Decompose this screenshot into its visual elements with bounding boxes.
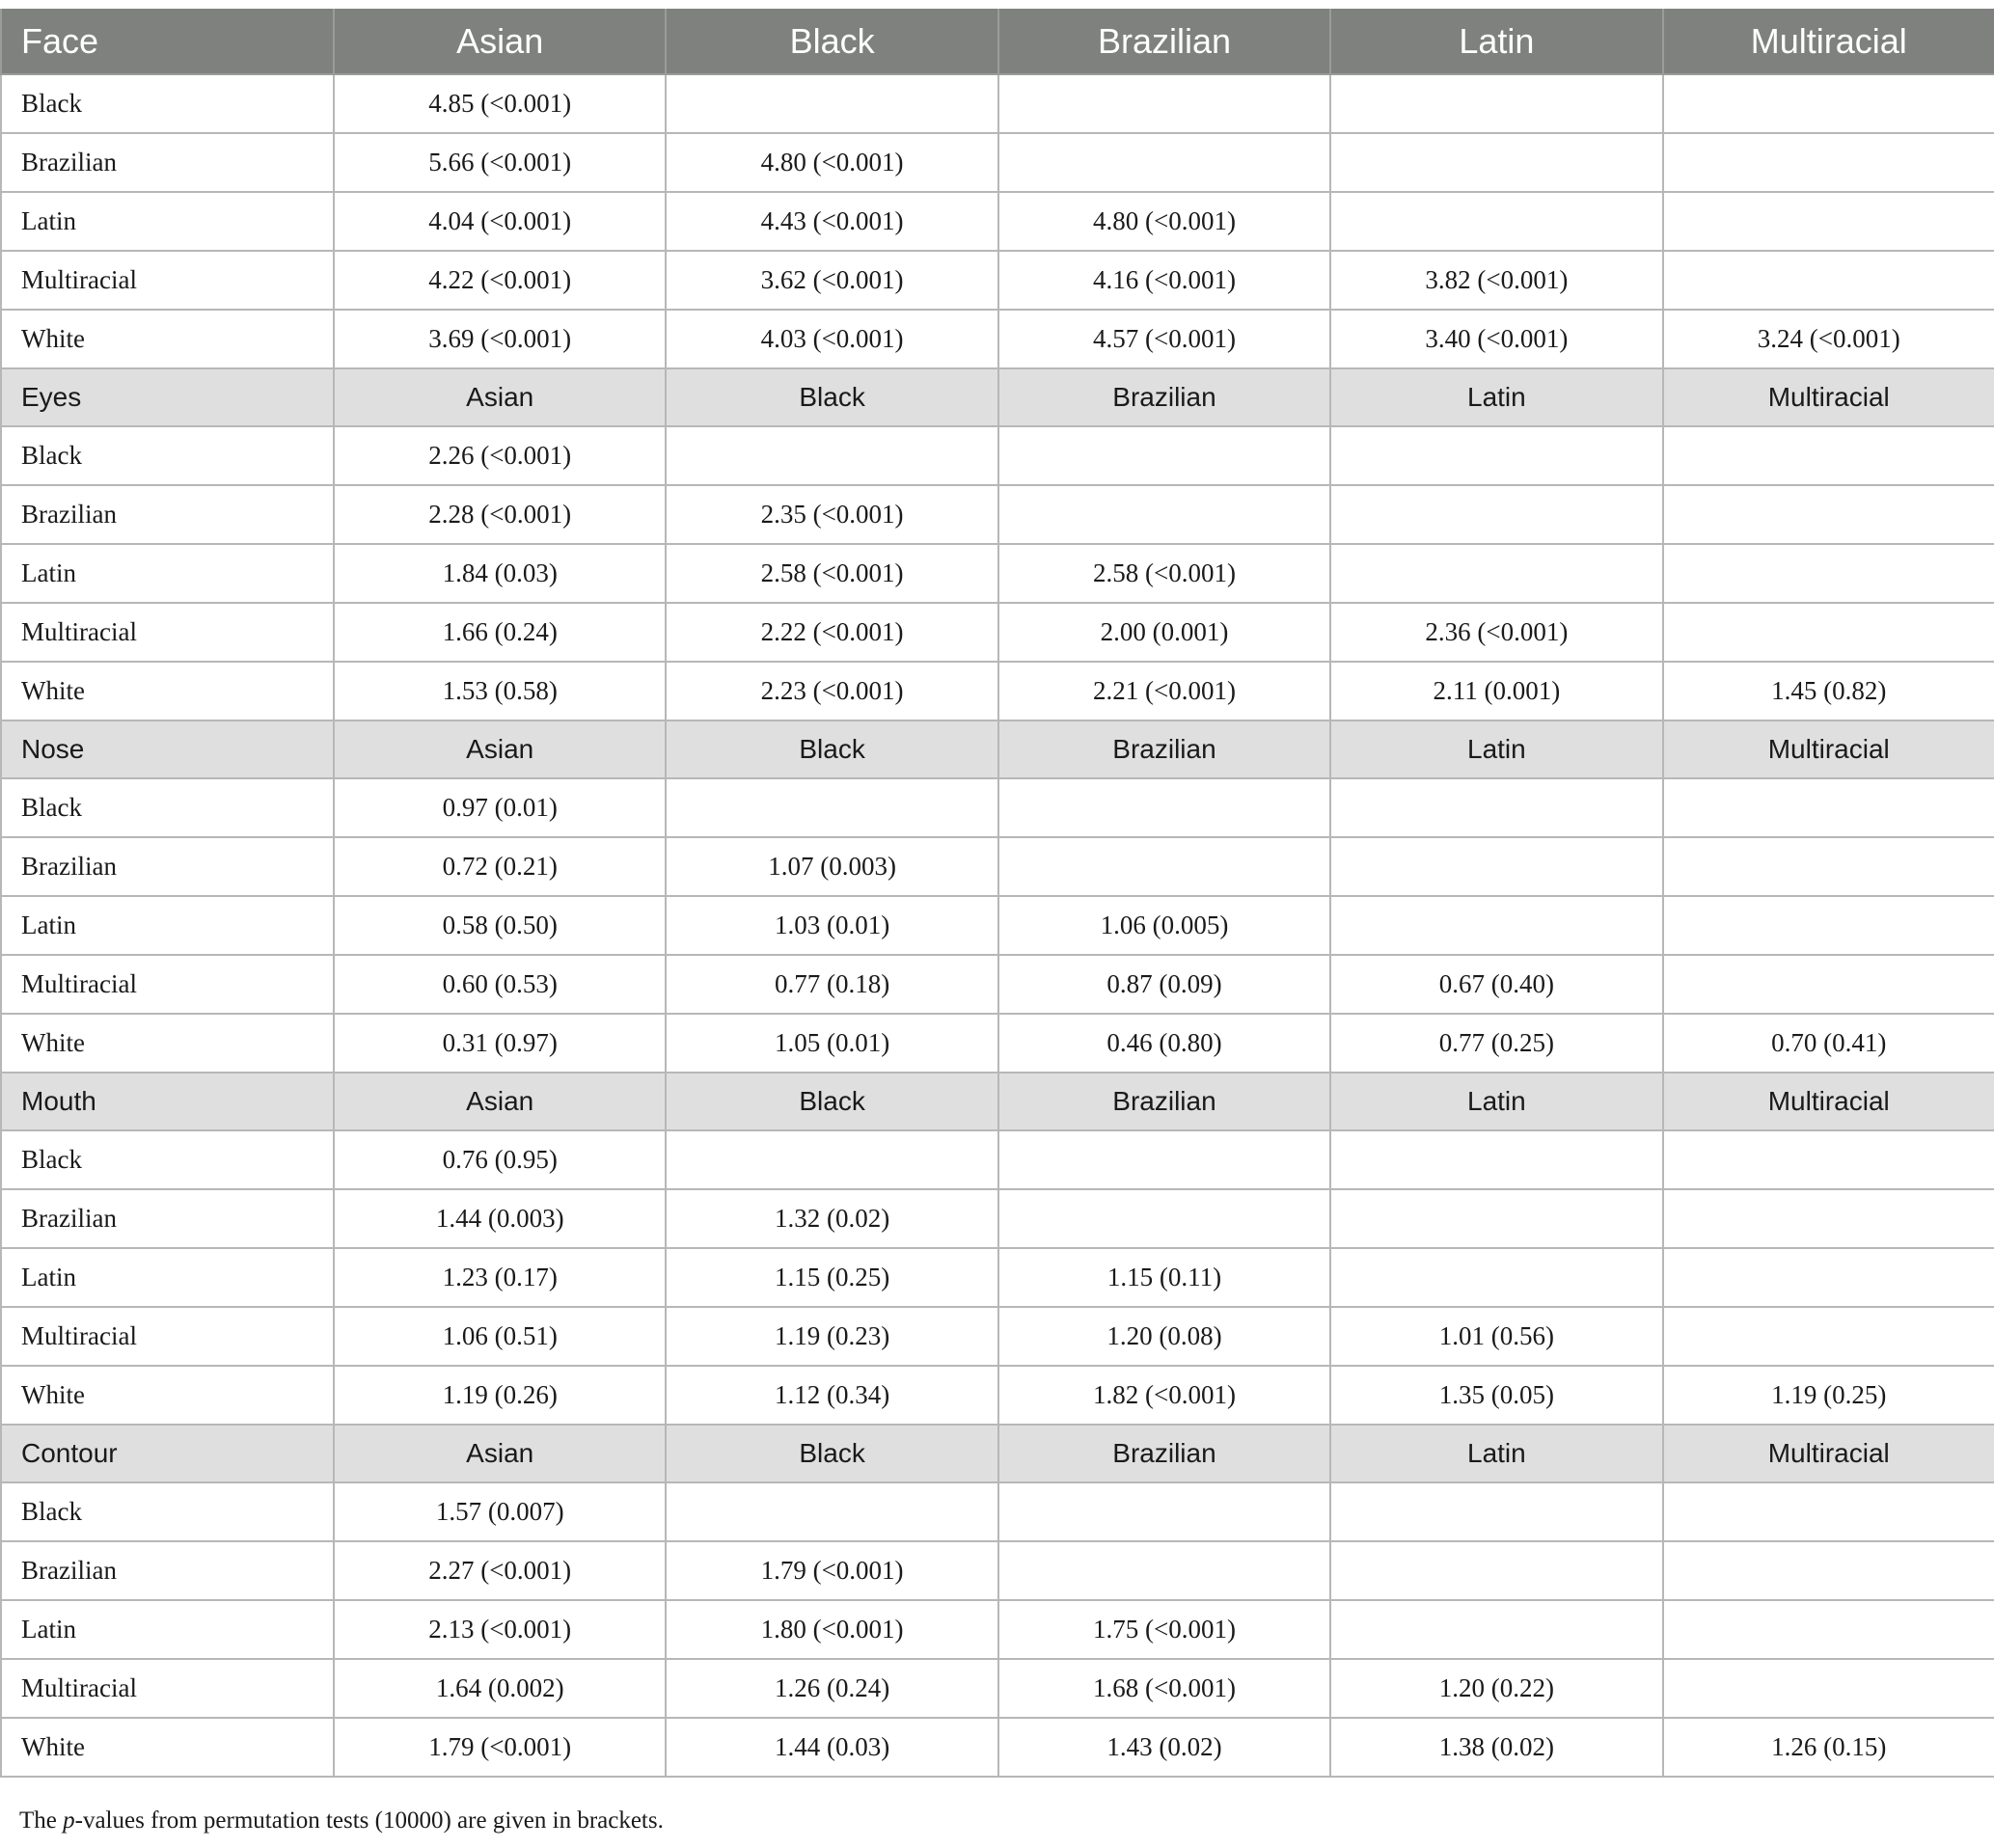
results-table-body	[1, 9, 1994, 1777]
row-label: White	[1, 310, 334, 368]
table-cell: 0.76 (0.95)	[334, 1130, 666, 1189]
table-cell	[1663, 1482, 1994, 1541]
table-cell: 1.43 (0.02)	[998, 1718, 1330, 1777]
table-cell: 0.70 (0.41)	[1663, 1014, 1994, 1073]
table-cell: 1.19 (0.26)	[334, 1366, 666, 1425]
column-header-asian: Asian	[334, 1073, 666, 1130]
table-cell: 2.36 (<0.001)	[1330, 603, 1662, 662]
column-header-black: Black	[666, 1073, 997, 1130]
row-label: Brazilian	[1, 133, 334, 192]
table-cell: 1.06 (0.51)	[334, 1307, 666, 1366]
table-cell: 4.80 (<0.001)	[666, 133, 997, 192]
table-cell	[1330, 485, 1662, 544]
table-row	[1, 1482, 1994, 1541]
table-cell: 1.20 (0.08)	[998, 1307, 1330, 1366]
table-cell: 3.40 (<0.001)	[1330, 310, 1662, 368]
column-header-black: Black	[666, 9, 997, 74]
row-label: Brazilian	[1, 837, 334, 896]
table-row	[1, 310, 1994, 368]
table-cell: 0.60 (0.53)	[334, 955, 666, 1014]
table-cell: 1.15 (0.25)	[666, 1248, 997, 1307]
table-cell: 4.22 (<0.001)	[334, 251, 666, 310]
table-cell	[1663, 485, 1994, 544]
row-label: White	[1, 1366, 334, 1425]
row-label: Black	[1, 1482, 334, 1541]
table-cell: 1.66 (0.24)	[334, 603, 666, 662]
section-title: Contour	[1, 1425, 334, 1482]
row-label: Multiracial	[1, 1659, 334, 1718]
table-row	[1, 426, 1994, 485]
results-table	[0, 9, 1994, 1778]
column-header-multiracial: Multiracial	[1663, 368, 1994, 426]
table-cell	[1663, 1189, 1994, 1248]
column-header-brazilian: Brazilian	[998, 9, 1330, 74]
table-row	[1, 662, 1994, 720]
column-header-brazilian: Brazilian	[998, 1073, 1330, 1130]
table-cell	[1330, 1248, 1662, 1307]
section-header-eyes	[1, 368, 1994, 426]
table-cell	[998, 74, 1330, 133]
row-label: Brazilian	[1, 1189, 334, 1248]
table-cell	[666, 1482, 997, 1541]
table-cell: 1.26 (0.15)	[1663, 1718, 1994, 1777]
table-cell: 0.72 (0.21)	[334, 837, 666, 896]
table-cell: 1.03 (0.01)	[666, 896, 997, 955]
table-row	[1, 74, 1994, 133]
table-cell: 2.00 (0.001)	[998, 603, 1330, 662]
table-cell	[998, 1541, 1330, 1600]
row-label: White	[1, 1718, 334, 1777]
table-cell: 1.57 (0.007)	[334, 1482, 666, 1541]
table-cell: 1.06 (0.005)	[998, 896, 1330, 955]
table-cell: 2.13 (<0.001)	[334, 1600, 666, 1659]
footnote-post: -values from permutation tests (10000) are given in brackets.	[74, 1807, 664, 1834]
table-row	[1, 1541, 1994, 1600]
table-cell	[998, 1130, 1330, 1189]
table-cell: 0.46 (0.80)	[998, 1014, 1330, 1073]
column-header-asian: Asian	[334, 1425, 666, 1482]
table-cell: 1.01 (0.56)	[1330, 1307, 1662, 1366]
table-cell	[1663, 955, 1994, 1014]
table-cell	[1330, 1541, 1662, 1600]
table-row	[1, 1718, 1994, 1777]
table-cell: 3.69 (<0.001)	[334, 310, 666, 368]
table-cell: 0.67 (0.40)	[1330, 955, 1662, 1014]
table-cell	[998, 1189, 1330, 1248]
table-footnote	[19, 1807, 664, 1834]
table-cell: 3.24 (<0.001)	[1663, 310, 1994, 368]
table-cell: 1.44 (0.003)	[334, 1189, 666, 1248]
section-header-nose	[1, 720, 1994, 778]
table-row	[1, 1659, 1994, 1718]
table-cell: 1.19 (0.25)	[1663, 1366, 1994, 1425]
table-cell: 1.26 (0.24)	[666, 1659, 997, 1718]
table-cell	[1663, 1248, 1994, 1307]
table-cell	[1330, 1189, 1662, 1248]
table-cell	[1663, 603, 1994, 662]
column-header-brazilian: Brazilian	[998, 368, 1330, 426]
table-cell	[998, 1482, 1330, 1541]
table-cell: 3.82 (<0.001)	[1330, 251, 1662, 310]
table-row	[1, 192, 1994, 251]
column-header-brazilian: Brazilian	[998, 1425, 1330, 1482]
table-cell: 5.66 (<0.001)	[334, 133, 666, 192]
table-cell: 1.53 (0.58)	[334, 662, 666, 720]
table-cell: 4.03 (<0.001)	[666, 310, 997, 368]
table-row	[1, 485, 1994, 544]
column-header-latin: Latin	[1330, 1425, 1662, 1482]
table-cell: 1.07 (0.003)	[666, 837, 997, 896]
column-header-latin: Latin	[1330, 720, 1662, 778]
column-header-black: Black	[666, 1425, 997, 1482]
row-label: White	[1, 1014, 334, 1073]
table-cell: 1.68 (<0.001)	[998, 1659, 1330, 1718]
row-label: Multiracial	[1, 955, 334, 1014]
table-cell	[1330, 426, 1662, 485]
table-cell: 0.77 (0.18)	[666, 955, 997, 1014]
table-cell: 2.23 (<0.001)	[666, 662, 997, 720]
column-header-multiracial: Multiracial	[1663, 1073, 1994, 1130]
row-label: Multiracial	[1, 1307, 334, 1366]
table-row	[1, 896, 1994, 955]
table-cell	[1663, 837, 1994, 896]
row-label: Black	[1, 1130, 334, 1189]
table-cell: 4.57 (<0.001)	[998, 310, 1330, 368]
table-row	[1, 544, 1994, 603]
column-header-black: Black	[666, 720, 997, 778]
table-cell	[1330, 1130, 1662, 1189]
section-header-face	[1, 9, 1994, 74]
section-title: Mouth	[1, 1073, 334, 1130]
table-cell	[1330, 192, 1662, 251]
table-cell: 2.26 (<0.001)	[334, 426, 666, 485]
table-row	[1, 1189, 1994, 1248]
column-header-asian: Asian	[334, 368, 666, 426]
table-cell	[1663, 1541, 1994, 1600]
table-cell: 1.20 (0.22)	[1330, 1659, 1662, 1718]
column-header-asian: Asian	[334, 9, 666, 74]
table-cell: 3.62 (<0.001)	[666, 251, 997, 310]
table-cell: 1.12 (0.34)	[666, 1366, 997, 1425]
table-row	[1, 251, 1994, 310]
table-cell: 0.31 (0.97)	[334, 1014, 666, 1073]
row-label: Multiracial	[1, 251, 334, 310]
table-cell: 0.77 (0.25)	[1330, 1014, 1662, 1073]
table-cell: 1.44 (0.03)	[666, 1718, 997, 1777]
table-cell	[1663, 74, 1994, 133]
table-row	[1, 1014, 1994, 1073]
table-cell	[998, 426, 1330, 485]
table-cell	[1330, 74, 1662, 133]
table-cell: 2.58 (<0.001)	[666, 544, 997, 603]
table-cell: 0.58 (0.50)	[334, 896, 666, 955]
table-cell: 2.22 (<0.001)	[666, 603, 997, 662]
table-cell	[1663, 896, 1994, 955]
table-cell	[1330, 544, 1662, 603]
table-cell: 2.35 (<0.001)	[666, 485, 997, 544]
column-header-multiracial: Multiracial	[1663, 720, 1994, 778]
table-cell: 4.43 (<0.001)	[666, 192, 997, 251]
column-header-asian: Asian	[334, 720, 666, 778]
table-cell	[1663, 251, 1994, 310]
column-header-latin: Latin	[1330, 368, 1662, 426]
table-row	[1, 778, 1994, 837]
table-cell	[998, 133, 1330, 192]
section-title: Face	[1, 9, 334, 74]
table-cell: 1.75 (<0.001)	[998, 1600, 1330, 1659]
table-cell	[1330, 837, 1662, 896]
table-row	[1, 603, 1994, 662]
column-header-latin: Latin	[1330, 1073, 1662, 1130]
table-cell	[1663, 192, 1994, 251]
table-cell: 4.80 (<0.001)	[998, 192, 1330, 251]
column-header-brazilian: Brazilian	[998, 720, 1330, 778]
table-cell	[666, 778, 997, 837]
row-label: Brazilian	[1, 1541, 334, 1600]
table-cell	[666, 1130, 997, 1189]
table-cell: 1.05 (0.01)	[666, 1014, 997, 1073]
table-cell: 0.97 (0.01)	[334, 778, 666, 837]
table-row	[1, 1600, 1994, 1659]
table-cell: 4.04 (<0.001)	[334, 192, 666, 251]
table-row	[1, 955, 1994, 1014]
table-cell: 2.58 (<0.001)	[998, 544, 1330, 603]
row-label: Black	[1, 778, 334, 837]
table-cell	[1663, 1130, 1994, 1189]
row-label: Latin	[1, 544, 334, 603]
table-cell: 1.32 (0.02)	[666, 1189, 997, 1248]
table-cell	[1663, 426, 1994, 485]
table-cell: 1.45 (0.82)	[1663, 662, 1994, 720]
footnote-pre: The	[19, 1807, 64, 1834]
table-row	[1, 1307, 1994, 1366]
results-table-container	[0, 9, 1994, 1778]
row-label: Multiracial	[1, 603, 334, 662]
table-row	[1, 133, 1994, 192]
column-header-multiracial: Multiracial	[1663, 9, 1994, 74]
table-cell	[998, 485, 1330, 544]
row-label: Latin	[1, 192, 334, 251]
table-cell: 1.79 (<0.001)	[666, 1541, 997, 1600]
table-cell	[666, 426, 997, 485]
section-header-mouth	[1, 1073, 1994, 1130]
row-label: Brazilian	[1, 485, 334, 544]
table-cell: 4.85 (<0.001)	[334, 74, 666, 133]
table-cell: 1.84 (0.03)	[334, 544, 666, 603]
section-header-contour	[1, 1425, 1994, 1482]
table-cell: 2.28 (<0.001)	[334, 485, 666, 544]
row-label: White	[1, 662, 334, 720]
table-cell	[1663, 133, 1994, 192]
table-cell: 1.35 (0.05)	[1330, 1366, 1662, 1425]
table-cell	[666, 74, 997, 133]
column-header-latin: Latin	[1330, 9, 1662, 74]
table-cell	[1330, 133, 1662, 192]
table-cell: 0.87 (0.09)	[998, 955, 1330, 1014]
table-cell	[1663, 778, 1994, 837]
table-cell	[1663, 1307, 1994, 1366]
table-cell	[1663, 1659, 1994, 1718]
table-cell: 1.23 (0.17)	[334, 1248, 666, 1307]
table-cell: 2.11 (0.001)	[1330, 662, 1662, 720]
row-label: Latin	[1, 896, 334, 955]
row-label: Black	[1, 426, 334, 485]
row-label: Latin	[1, 1600, 334, 1659]
table-cell	[1330, 778, 1662, 837]
footnote-italic: p	[63, 1807, 75, 1834]
table-cell	[1330, 1482, 1662, 1541]
table-cell	[1330, 896, 1662, 955]
table-cell: 2.21 (<0.001)	[998, 662, 1330, 720]
table-cell: 1.82 (<0.001)	[998, 1366, 1330, 1425]
section-title: Eyes	[1, 368, 334, 426]
table-row	[1, 1366, 1994, 1425]
table-cell: 1.15 (0.11)	[998, 1248, 1330, 1307]
table-cell	[1330, 1600, 1662, 1659]
table-cell: 1.79 (<0.001)	[334, 1718, 666, 1777]
section-title: Nose	[1, 720, 334, 778]
table-cell: 4.16 (<0.001)	[998, 251, 1330, 310]
table-row	[1, 1130, 1994, 1189]
table-cell	[1663, 544, 1994, 603]
table-cell: 1.19 (0.23)	[666, 1307, 997, 1366]
table-cell	[1663, 1600, 1994, 1659]
table-cell	[998, 778, 1330, 837]
row-label: Black	[1, 74, 334, 133]
table-cell: 1.38 (0.02)	[1330, 1718, 1662, 1777]
table-cell: 2.27 (<0.001)	[334, 1541, 666, 1600]
column-header-black: Black	[666, 368, 997, 426]
table-cell	[998, 837, 1330, 896]
table-cell: 1.64 (0.002)	[334, 1659, 666, 1718]
table-cell: 1.80 (<0.001)	[666, 1600, 997, 1659]
table-row	[1, 837, 1994, 896]
column-header-multiracial: Multiracial	[1663, 1425, 1994, 1482]
row-label: Latin	[1, 1248, 334, 1307]
table-row	[1, 1248, 1994, 1307]
